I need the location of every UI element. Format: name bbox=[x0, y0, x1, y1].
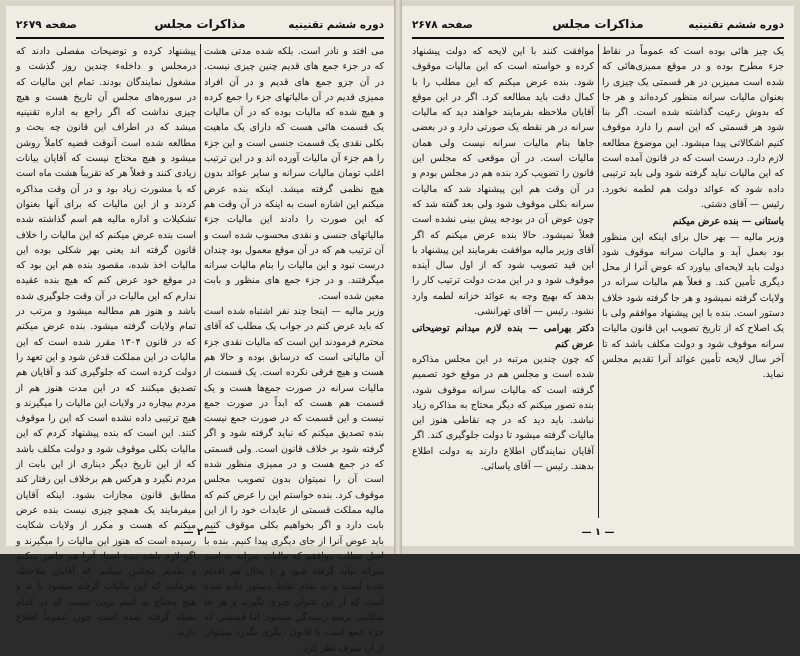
right-header-session: دوره ششم تقنینیه bbox=[688, 19, 784, 31]
right-page-column-left bbox=[412, 44, 594, 518]
right-columns bbox=[412, 44, 784, 518]
right-page-header bbox=[412, 16, 784, 36]
left-header-title: مذاکرات مجلس bbox=[154, 17, 246, 31]
paragraph: وزیر مالیه — بهر حال برای اینکه این منظور بود بعمل آید و مالیات سرانه موقوف شود دولت باید لایحه‌ای بیاورد که عوض آنرا از محل دیگری تأمین کند. و فعلاً هم مالیات سرانه در ولایات گرفته نمیشود و هر جا گرفته شود خلاف دستور است. بنده با این پیشنهاد موافقم ولی با یک اصلاح که از تاریخ تصویب این قانون مالیات سرانه موقوف شود و دولت مکلف باشد که تا آخر سال لایحه تأمین عوائد آنرا تقدیم مجلس نماید. bbox=[602, 231, 784, 381]
right-header-rule bbox=[412, 37, 784, 39]
left-page-column-right bbox=[204, 44, 384, 654]
paragraph: وزیر مالیه — اینجا چند نفر اشتباه شده است که باید عرض کنم در جواب یک مطلب که آقای محترم فرمودند این است که مالیات نقدی جزء آن مالیاتی است که درسابق بوده و حالا هم هست و هیچ فرقی نکرده است. یک قسمت از مالیات سرانه در صورت جمع‌ها هست و یک قسمت هم هست که ابداً در صورت جمع نیست و این قسمت که در صورت جمع نیست بنده تصدیق میکنم که نباید گرفته شود و اگر گرفته شود بر خلاف قانون است. ولی قسمتی که در جمع هست و در ممیزی منظور شده است آن را نمیتوان بدون تصویب مجلس موقوف کرد. بنده خواستم این را عرض کنم که مالیه مملکت قسمتی از عایدات خود را از این بابت دارد و اگر بخواهیم بکلی موقوف کنیم باید عوض آنرا از جای دیگری پیدا کنیم. بنده با اصل مطلب موافقم که مالیات سرانه به اسم سرانه نباید گرفته شود و تا بحال هم اقدام شده است و به تمام نقاط دستور داده شده است که از این عنوان چیزی نگیرند و هر جا شکایتی برسد رسیدگی میشود. اما قسمتی که جزء جمع است تا قانون دیگری نگذرد نمیتوان از آن صرف نظر کرد. bbox=[204, 306, 384, 654]
right-page-column-right bbox=[602, 44, 784, 518]
speaker-line: باستانی — بنده عرض میکنم bbox=[672, 216, 784, 228]
right-page-footer: — ۱ — bbox=[581, 527, 615, 538]
left-columns bbox=[16, 44, 384, 654]
left-header-page-number: صفحه ۲۶۷۹ bbox=[16, 19, 77, 31]
right-header-page-number: صفحه ۲۶۷۸ bbox=[412, 19, 473, 31]
paragraph: پیشنهاد کرده و توضیحات مفصلی دادند که درمجلس و داخلهء چندین روز گذشت و مشغول نمایندگان بودند. تمام این مالیات که در سوره‌های مجلس آن تاریخ هست و هیچ چیزی نداشت که اگر راجع به اداره تقنینیه میشد که در اطراف این قانون چه بحث و مطالعه شده است آنوقت قضیه کاملاً روشن میشود و هیچ محتاج نیست که آقایان بیانات زیادی کنند و فعلاً هر که تقریباً هشت ماه است که با مشورت زیاد بود و در آن وقت مذاکره کردند و از این مالیات که برای آنها بعنوان تشکیلات و اداره مالیه هم اسم گذاشته شده است بنده عرض میکنم که این مالیات را خلاف قانون گرفته اند یعنی بهر شکلی بوده این مالیات اخذ شده، مقصود بنده هم این بود که در موقع خود عرض کنم که هیچ بنده عقیده ندارم که این مالیات در آن وقت جلوگیری شده باشد و هنوز هم مطالبه میشود و مرتب در تمام ولایات گرفته میشود. بنده عرض میکنم که در قانون ۱۳۰۴ مقرر شده است که این مالیات در این مملکت قدغن شود و این تعهد را دولت کرده است که جلوگیری کند و آقایان هم تصدیق میکنند که در این مدت هنوز هم از مردم بیچاره در ولایات این مالیات را میگیرند و هیچ ترتیبی داده نشده است که این را موقوف کنند. این است که بنده پیشنهاد کردم که این مالیات بکلی موقوف شود و دولت مکلف باشد که از این تاریخ دیگر دیناری از این بابت از مردم نگیرد و هرکس هم برخلاف این رفتار کند مطابق قانون مجازات بشود. اینکه آقایان میفرمایند یک همچو چیزی نیست بنده عرض میکنم که هست و مکرر از ولایات شکایت رسیده است که هنوز این مالیات را میگیرند و اگر لازم باشد بنده اسناد آنرا هم حاضر میکنم و تقدیم مجلس میکنم که آقایان ملاحظه بفرمایند که این مالیات گرفته میشود یا نه و هیچ محتاج به اسم بردن نیست که در کدام نقطه گرفته شده است چون عموماً اطلاع دارند. bbox=[16, 46, 196, 639]
paragraph: می افتد و نادر است. بلکه شده مدتی هشت که در جزء جمع های قدیم چنین چیزی نیست. در آن جزو جمع های قدیم و در آن افراد ممیزی قدیم در آن مالیاتهای جزء را جمع کرده و هیچ شده که مالیات بوده که در آن مالیات یک قسمت هائی هست که دارای یک ماهیت بکلی نقدی یک قسمت جنسی است و این جزء را هم جزء آن مالیات آورده اند و در این ترتیب اغلب تومان مالیات سرانه و سایر عوائد بدون هیچ نظمی گرفته میشد. اینکه بنده عرض میکنم این اشاره است به اینکه در آن وقت هم که این صورت را دادند این مالیات جزء مالیاتهای جنسی و نقدی محسوب شده است و آن ترتیب هم که در آن موقع معمول بود چندان درست نبود و این مالیات را بنام مالیات سرانه میگرفتند. و در جزء جمع های منظور و بابت معین شده است. bbox=[204, 46, 384, 302]
left-header-rule bbox=[16, 37, 384, 39]
right-page bbox=[402, 6, 794, 546]
book-gutter bbox=[394, 0, 402, 554]
left-column-divider bbox=[200, 44, 201, 518]
right-column-divider bbox=[598, 44, 599, 518]
left-page bbox=[6, 6, 394, 654]
speaker-line: دکتر بهرامی — بنده لازم میدانم توضیحاتی عرض کنم bbox=[412, 323, 594, 350]
right-header-title: مذاکرات مجلس bbox=[552, 17, 644, 31]
paragraph: که چون چندین مرتبه در این مجلس مذاکره شده است و مجلس هم در موقع خود تصمیم گرفته است که مالیات سرانه موقوف شود، بنده تصور میکنم که دیگر محتاج به مذاکره زیاد نباشد. باید دید که در چه نقاطی هنوز این مالیات گرفته میشود تا دولت جلوگیری کند. اگر آقایان نمایندگان اطلاع دارند به دولت اطلاع بدهند. رئیس — آقای یاسائی. bbox=[412, 353, 594, 473]
left-header-session: دوره ششم تقنینیه bbox=[288, 19, 384, 31]
left-page-column-left bbox=[16, 44, 196, 639]
left-page-footer: — ۲ — bbox=[183, 527, 217, 538]
paragraph: یک چیز هائی بوده است که عموماً در نقاط جزء مطرح بوده و در موقع ممیزی‌هائی که شده است ممیزین در هر قسمتی یک چیزی را بعنوان مالیات سرانه منظور کرده‌اند و هر جا که بدوش رعیت گذاشته شده است. اگر بنا شود هر قسمتی که این اسم را دارد موقوف کنیم اشکالاتی پیدا میشود. این موضوع مطالعه لازم دارد. درست است که در قانون آمده است که این مالیات نباید گرفته شود ولی باید ترتیبی داده شود که عوائد دولت هم لطمه نخورد. رئیس — آقای دشتی. bbox=[602, 46, 784, 210]
paragraph: موافقت کنند با این لایحه که دولت پیشنهاد کرده و خواسته است که این مالیات موقوف شود. بنده عرض میکنم که این مطلب را با کمال دقت باید مطالعه کرد. اگر در این موقع آقایان ملاحظه بفرمایند خواهند دید که مالیات سرانه در هر نقطه یک صورتی دارد و در بعضی جاها بنام مالیات سرانه نیست ولی همان مالیات است. در آن موقعی که مجلس این قانون را تصویب کرد بنده هم در مجلس بودم و در آن وقت هم این پیشنهاد شد که مالیات سرانه بکلی موقوف شود ولی بعد گفته شد که چون عوض آن در بودجه پیش بینی نشده است فعلاً نمیشود. حالا بنده عرض میکنم که اگر آقای وزیر مالیه موافقت بفرمایند این پیشنهاد با این قید تصویب شود که از اول سال آینده موقوف شود و در این مدت دولت ترتیب کار را بدهد که بهیچ وجه به عوائد خزانه لطمه وارد نشود. رئیس — آقای تهرانشی. bbox=[412, 46, 594, 318]
left-page-header bbox=[16, 16, 384, 36]
